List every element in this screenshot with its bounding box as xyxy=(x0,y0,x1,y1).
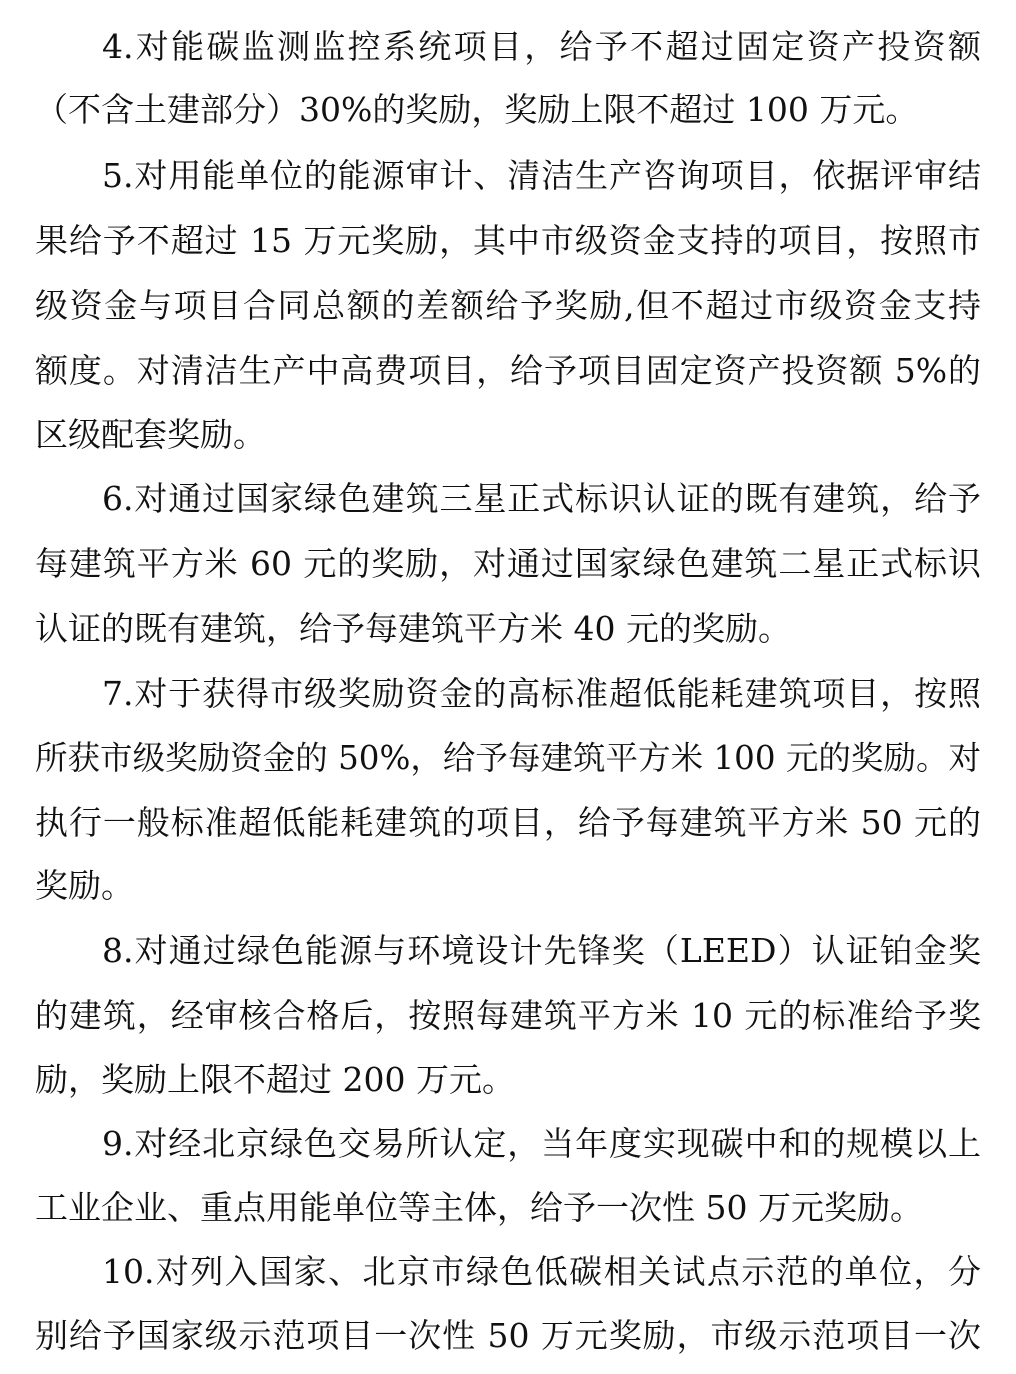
text-line: 认证的既有建筑，给予每建筑平方米 40 元的奖励。 xyxy=(35,609,791,648)
text-line: 励，奖励上限不超过 200 万元。 xyxy=(35,1060,515,1099)
text-line: 奖励。 xyxy=(35,866,134,905)
text-line: 8.对通过绿色能源与环境设计先锋奖（LEED）认证铂金奖 xyxy=(102,931,981,970)
text-line: 10.对列入国家、北京市绿色低碳相关试点示范的单位，分 xyxy=(102,1252,981,1291)
text-line: 的建筑，经审核合格后，按照每建筑平方米 10 元的标准给予奖 xyxy=(35,996,981,1035)
text-line: （不含土建部分）30%的奖励，奖励上限不超过 100 万元。 xyxy=(35,90,919,129)
text-line: 9.对经北京绿色交易所认定，当年度实现碳中和的规模以上 xyxy=(102,1124,981,1163)
text-line: 果给予不超过 15 万元奖励，其中市级资金支持的项目，按照市 xyxy=(35,221,981,260)
text-line: 额度。对清洁生产中高费项目，给予项目固定资产投资额 5%的 xyxy=(35,351,981,390)
text-line: 执行一般标准超低能耗建筑的项目，给予每建筑平方米 50 元的 xyxy=(35,803,981,842)
text-line: 区级配套奖励。 xyxy=(35,415,266,454)
text-line: 级资金与项目合同总额的差额给予奖励,但不超过市级资金支持 xyxy=(35,286,981,325)
text-line: 工业企业、重点用能单位等主体，给予一次性 50 万元奖励。 xyxy=(35,1188,923,1227)
text-line: 6.对通过国家绿色建筑三星正式标识认证的既有建筑，给予 xyxy=(102,479,981,518)
text-line: 7.对于获得市级奖励资金的高标准超低能耗建筑项目，按照 xyxy=(102,674,981,713)
text-line: 4.对能碳监测监控系统项目，给予不超过固定资产投资额 xyxy=(102,27,981,66)
text-line: 所获市级奖励资金的 50%，给予每建筑平方米 100 元的奖励。对 xyxy=(35,739,981,777)
text-line: 5.对用能单位的能源审计、清洁生产咨询项目，依据评审结 xyxy=(102,156,981,195)
text-line: 别给予国家级示范项目一次性 50 万元奖励，市级示范项目一次 xyxy=(35,1316,981,1355)
text-line: 每建筑平方米 60 元的奖励，对通过国家绿色建筑二星正式标识 xyxy=(35,544,981,583)
